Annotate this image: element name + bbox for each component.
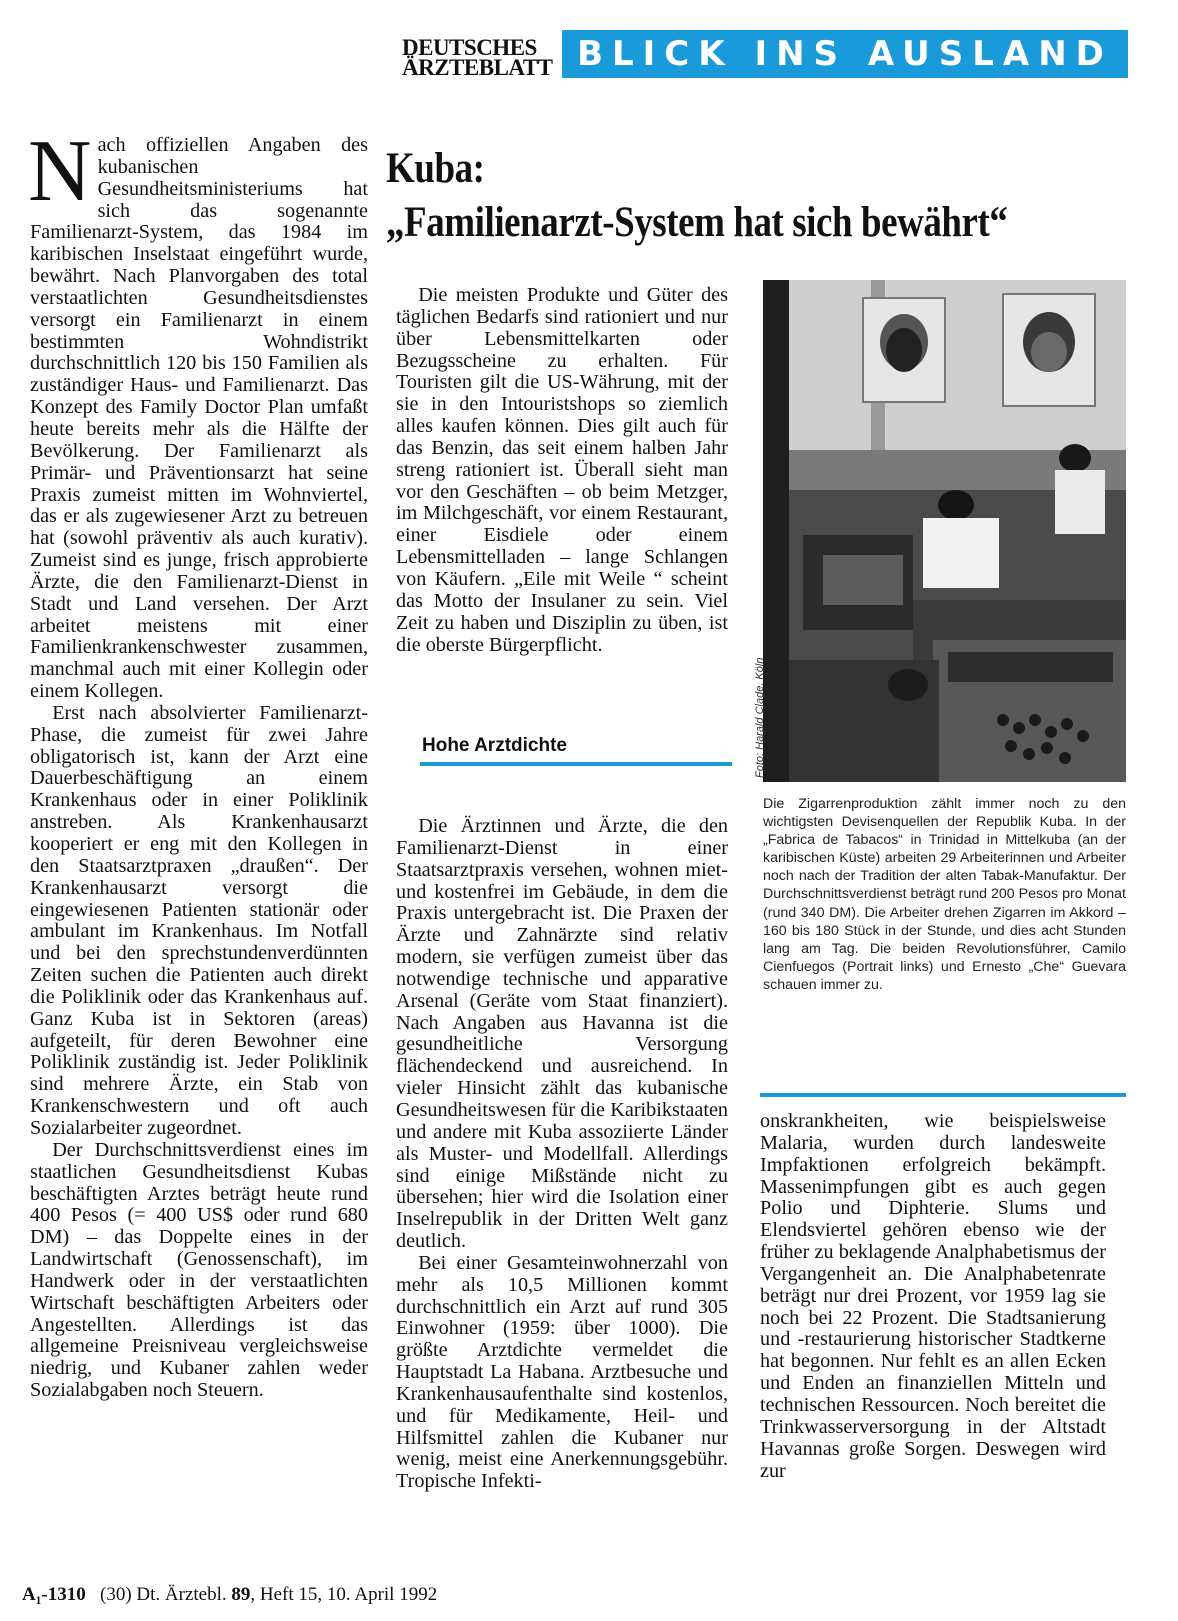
caption-rule xyxy=(760,1093,1126,1097)
column-2-paragraph-3: Bei einer Gesamteinwohnerzahl von mehr als 10,5 Millionen kommt durchschnittlich ein Arzt auf rund 305 Einwohner (1959: über 1000). Die größte Arztdichte vermeldet die Hauptstadt La Habana. Arztbesuche und Krankenhausaufenthalte sind kostenlos, und für Medikamente, Heil- und Hilfsmittel zahlen die Kubaner nur wenig, meist eine Anerkennungsgebühr. Tropische Infekti- xyxy=(396,1251,728,1493)
section-banner xyxy=(562,30,1128,78)
page-footer xyxy=(22,1584,437,1606)
headline-line-1: Kuba: xyxy=(386,145,485,192)
column-1-paragraph-1 xyxy=(28,123,368,703)
photo-credit xyxy=(745,635,766,785)
journal-masthead xyxy=(402,35,553,80)
article-column-2-lower xyxy=(396,816,728,1493)
page-number: A₁-1310 xyxy=(22,1584,86,1605)
article-column-1 xyxy=(28,123,368,1402)
drop-cap: N xyxy=(28,123,92,220)
section-title: BLICK INS AUSLAND xyxy=(577,34,1113,74)
article-column-2 xyxy=(396,285,728,656)
column-2-paragraph-2: Die Ärztinnen und Ärzte, die den Familienarzt-Dienst in einer Staatsarztpraxis versehen, wohnen miet- und kostenfrei im Gebäude, in dem die Praxis untergebracht ist. Die Praxen der Ärzte und Zahnärzte sind relativ modern, sie verfügen zumeist über das notwendige technische und apparative Arsenal (Geräte vom Staat finanziert). Nach Angaben aus Havanna ist die gesundheitliche Versorgung flächendeckend und ausreichend. In vieler Hinsicht zählt das kubanische Gesundheitswesen für die Karibikstaaten und andere mit Kuba assoziierte Länder als Muster- und Modellfall. Allerdings sind einige Mißstände nicht zu übersehen; hier wird die Isolation einer Inselrepublik in der Dritten Welt ganz deutlich. xyxy=(396,815,728,1253)
column-1-paragraph-2: Erst nach absolvierter Familienarzt-Phase, die zumeist für zwei Jahre obligatorisch ist, kann der Arzt eine Dauerbeschäftigung an einem Krankenhaus oder in einer Poliklinik anstreben. Als Krankenhausarzt kooperiert er eng mit den Kollegen in den Staatsarztpraxen „draußen“. Der Krankenhausarzt versorgt die eingewiesenen Patienten stationär oder ambulant im Krankenhaus. Im Notfall und bei den sprechstundenverdünnten Zeiten suchen die Patienten auch direkt die Poliklinik oder das Krankenhaus auf. Ganz Kuba ist in Sektoren (areas) aufgeteilt, für deren Bewohner eine Poliklinik zuständig ist. Jeder Poliklinik sind mehrere Ärzte, ein Stab von Krankenschwestern und oft auch Sozialarbeiter zugeordnet. xyxy=(30,701,368,1139)
photo-caption: Die Zigarrenproduktion zählt immer noch zu den wichtigsten Devisenquellen der Republik Kuba. In der „Fabrica de Tabacos“ in Trinidad in Mittelkuba (an der karibischen Küste) arbeiten 29 Arbeiterinnen und Arbeiter noch nach der Tradition der alten Tabak-Manufaktur. Der Durchschnittsverdienst beträgt rund 200 Pesos pro Monat (rund 340 DM). Die Arbeiter drehen Zigarren im Akkord – 160 bis 180 Stück in der Stunde, und dies acht Stunden lang am Tag. Die beiden Revolutionsführer, Camilo Cienfuegos (Portrait links) und Ernesto „Che“ Guevara schauen immer zu. xyxy=(763,796,1126,993)
column-2-paragraph-1: Die meisten Produkte und Güter des täglichen Bedarfs sind rationiert und nur über Lebensmittelkarten oder Bezugsscheine zu erhalten. Für Touristen gilt die US-Währung, mit der sie in den Intouristshops so ziemlich alles kaufen können. Dies gilt auch für das Benzin, das seit einem halben Jahr streng rationiert ist. Überall sieht man vor den Geschäften – ob beim Metzger, im Milchgeschäft, vor einem Restaurant, einer Eisdiele oder einem Lebensmittelladen – lange Schlangen von Käufern. „Eile mit Weile “ scheint das Motto der Insulaner zu sein. Viel Zeit zu haben und Disziplin zu üben, ist die oberste Bürgerpflicht. xyxy=(396,284,728,656)
masthead-line-2: ÄRZTEBLATT xyxy=(402,55,553,80)
cigar-factory-photo xyxy=(763,280,1126,782)
paragraph-text: ach offiziellen Angaben des kubanischen Gesundheitsministeriums hat sich das sogenannte Familienarzt-System, das 1984 im karibischen Inselstaat eingeführt wurde, bewährt. Nach Planvorgaben des total verstaatlichten Gesundheitsdienstes versorgt ein Familienarzt in einem bestimmten Wohndistrikt durchschnittlich 120 bis 150 Familien als zuständiger Haus- und Familienarzt. Das Konzept des Family Doctor Plan umfaßt heute bereits mehr als die Hälfte der Bevölkerung. Der Familienarzt als Primär- und Präventionsarzt hat seine Praxis zumeist mitten im Wohnviertel, das er als zugewiesener Arzt zu betreuen hat (sowohl präventiv als auch kurativ). Zumeist sind es junge, frisch approbierte Ärzte, die den Familienarzt-Dienst in Stadt und Land versehen. Der Arzt arbeitet meistens mit einer Familienkrankenschwester zusammen, manchmal auch mit einer Kollegin oder einem Kollegen. xyxy=(30,134,368,703)
column-1-paragraph-3: Der Durchschnittsverdienst eines im staatlichen Gesundheitsdienst Kubas beschäftigten Arztes beträgt heute rund 400 Pesos (= 400 US$ oder rund 680 DM) – das Doppelte eines in der Landwirtschaft (Genossenschaft), im Handwerk oder in der verstaatlichten Wirtschaft beschäftigten Arbeiters oder Angestellten. Allerdings ist das allgemeine Preisniveau vergleichsweise niedrig, und Kubaner zahlen weder Sozialabgaben noch Steuern. xyxy=(30,1138,368,1402)
article-column-3 xyxy=(760,1111,1106,1482)
article-headline xyxy=(386,142,1022,250)
citation-suffix: , Heft 15, 10. April 1992 xyxy=(250,1584,438,1605)
citation-prefix: (30) Dt. Ärztebl. xyxy=(100,1584,227,1605)
photo-illustration xyxy=(763,280,1126,782)
subheading-rule xyxy=(420,762,732,766)
headline-line-2: „Familienarzt-System hat sich bewährt“ xyxy=(386,199,1008,246)
column-3-paragraph-1: onskrankheiten, wie beispielsweise Malaria, wurden durch landesweite Impfaktionen erfolgreich bekämpft. Massenimpfungen gibt es auch gegen Polio und Diphterie. Slums und Elendsviertel gehören ebenso wie der früher zu beklagende Analphabetismus der Vergangenheit an. Die Analphabetenrate beträgt nur drei Prozent, vor 1959 lag sie noch bei 22 Prozent. Die Stadtsanierung und -restaurierung historischer Stadtkerne hat begonnen. Nur fehlt es an allen Ecken und Enden an finanziellen Mitteln und technischen Ressourcen. Noch bereitet die Trinkwasserversorgung in der Altstadt Havannas große Sorgen. Deswegen wird zur xyxy=(760,1110,1106,1482)
subheading: Hohe Arztdichte xyxy=(422,735,567,756)
masthead-line-1: DEUTSCHES xyxy=(402,35,537,60)
photo-credit-text: Foto: Harald Clade, Köln xyxy=(754,657,766,778)
volume-number: 89 xyxy=(231,1584,251,1605)
